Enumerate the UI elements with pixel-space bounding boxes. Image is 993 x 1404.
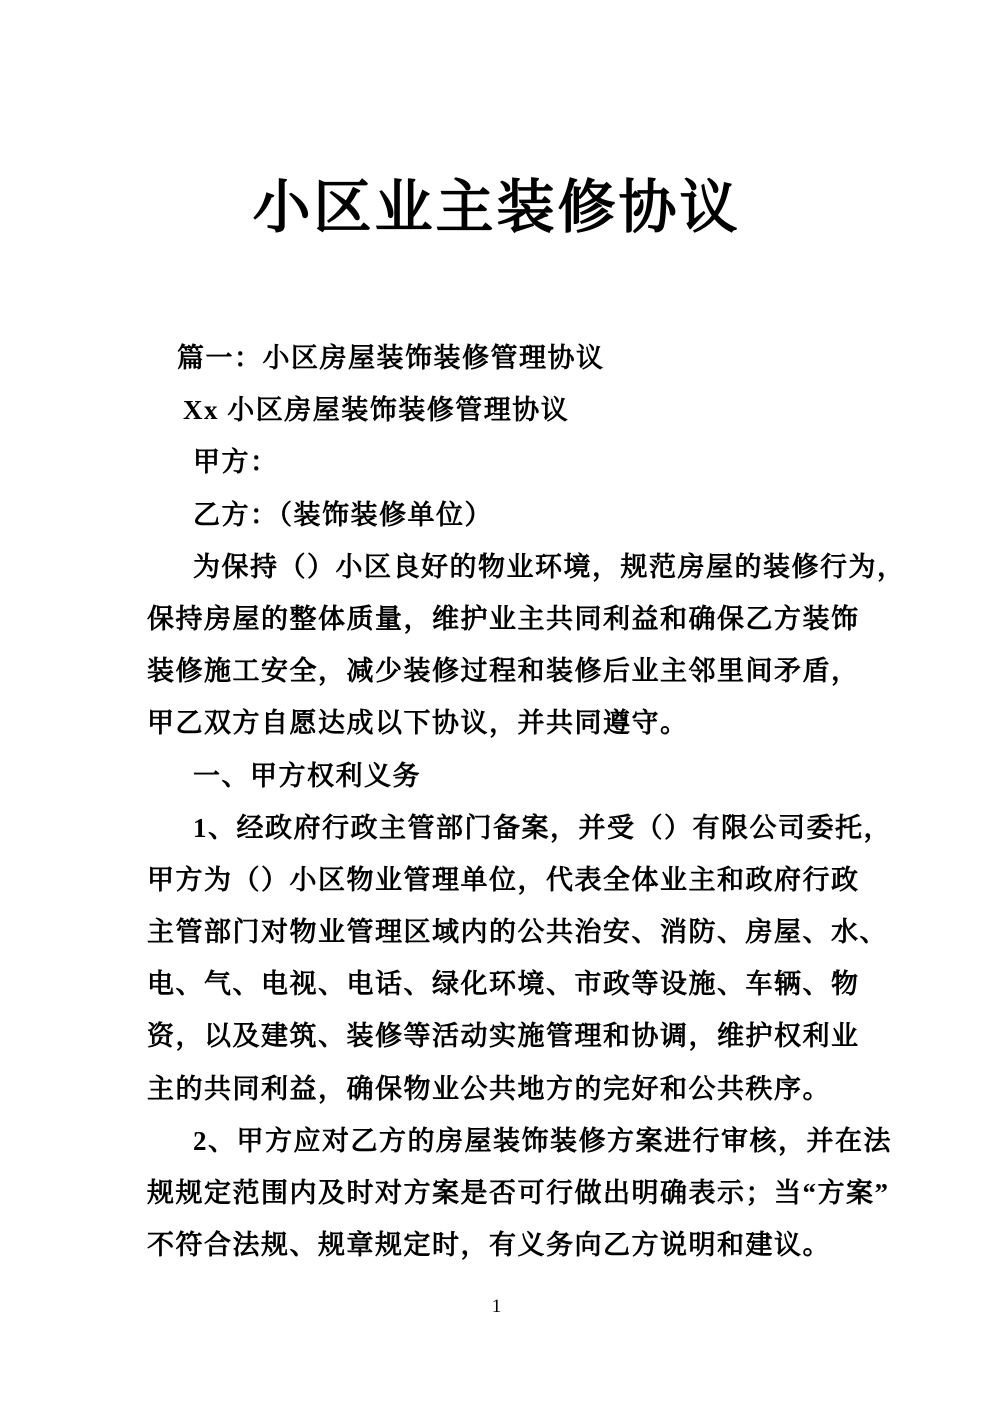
text-line: 主管部门对物业管理区域内的公共治安、消防、房屋、水、 (147, 917, 888, 948)
page-number: 1 (491, 1296, 502, 1317)
text-line-section-heading: 一、甲方权利义务 (193, 760, 421, 791)
text-line: 不符合法规、规章规定时，有义务向乙方说明和建议。 (147, 1230, 831, 1261)
document-title: 小区业主装修协议 (252, 175, 741, 240)
text-line: 装修施工安全，减少装修过程和装修后业主邻里间矛盾， (147, 656, 860, 687)
text-line: 甲乙双方自愿达成以下协议，并共同遵守。 (147, 708, 689, 739)
text-line: 甲方为（）小区物业管理单位，代表全体业主和政府行政 (147, 864, 860, 895)
text-line-clause-2: 2、甲方应对乙方的房屋装饰装修方案进行审核，并在法 (193, 1125, 892, 1156)
text-line: 规规定范围内及时对方案是否可行做出明确表示；当“方案” (147, 1178, 890, 1208)
text-line: 资，以及建筑、装修等活动实施管理和协调，维护权利业 (147, 1021, 860, 1052)
text-line-party-b: 乙方：（装饰装修单位） (193, 499, 493, 530)
text-line: 电、气、电视、电话、绿化环境、市政等设施、车辆、物 (147, 969, 860, 1000)
text-line-party-a: 甲方： (193, 447, 279, 478)
text-line: 为保持（）小区良好的物业环境，规范房屋的装修行为， (193, 551, 906, 582)
text-line: 主的共同利益，确保物业公共地方的完好和公共秩序。 (147, 1073, 831, 1104)
text-line: 保持房屋的整体质量，维护业主共同利益和确保乙方装饰 (147, 603, 860, 634)
text-line-chapter-heading: 篇一：小区房屋装饰装修管理协议 (177, 343, 605, 373)
text-line-subtitle: Xx 小区房屋装饰装修管理协议 (183, 395, 570, 426)
document-body (147, 332, 906, 1271)
text-line-clause-1: 1、经政府行政主管部门备案，并受（）有限公司委托， (193, 812, 892, 843)
